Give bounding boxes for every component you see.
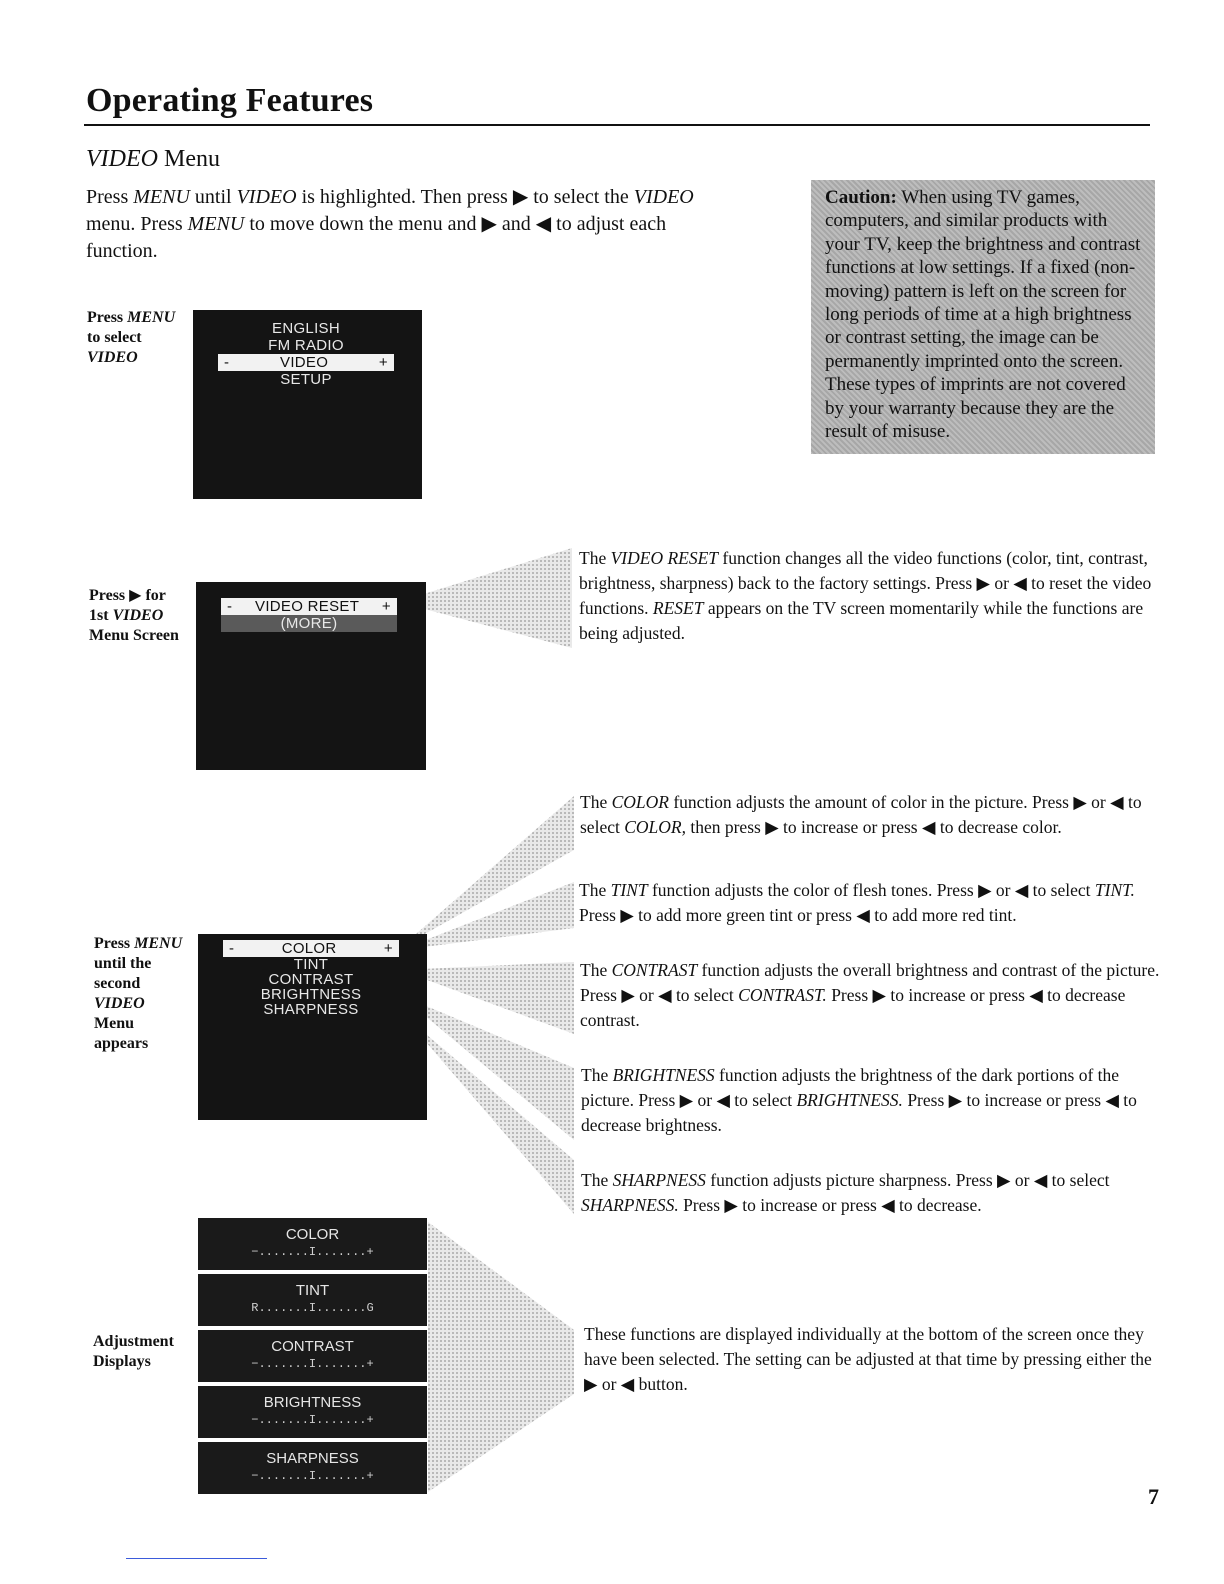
contrast-description: The CONTRAST function adjusts the overall brightness and contrast of the picture. Press ▶ or ◀ to select CONTRAST. Press ▶ to increase or press ◀ to decrease contrast. [580,960,1160,1030]
page-number: 7 [1148,1484,1159,1509]
menu-item-video-label: VIDEO [280,354,329,371]
menu-item-tint[interactable]: TINT [293,956,329,973]
sharpness-description: The SHARPNESS function adjusts picture sharpness. Press ▶ or ◀ to select SHARPNESS. Press ▶ to increase or press ◀ to decrease. [581,1170,1110,1215]
plus-indicator: + [383,940,393,957]
adjustment-title: SHARPNESS [266,1450,359,1467]
menu-item-color-selected[interactable] [223,940,399,957]
section-heading-italic: VIDEO [86,146,158,172]
bottom-rule [126,1558,267,1559]
adjustment-scale: −.......I.......+ [251,1413,374,1427]
tv-screen-video-menu-1 [196,582,426,770]
adjustment-title: TINT [295,1282,330,1299]
adjustment-title: BRIGHTNESS [263,1394,362,1411]
menu-item-english[interactable]: ENGLISH [272,320,340,337]
adjustment-title: COLOR [285,1226,340,1243]
adjustment-bar-color [198,1218,427,1270]
step1-caption: Press MENU to select VIDEO [87,309,176,366]
pointer-adjustment [428,1222,574,1492]
adjustment-scale: R.......I.......G [251,1301,374,1315]
tint-description: The TINT function adjusts the color of flesh tones. Press ▶ or ◀ to select TINT. Press ▶ to add more green tint or press ◀ to add more red tint. [579,880,1135,925]
adjustment-bar-contrast [198,1330,427,1382]
menu-item-video-reset-label: VIDEO RESET [255,598,360,615]
menu-item-brightness[interactable]: BRIGHTNESS [260,986,362,1003]
brightness-description: The BRIGHTNESS function adjusts the brightness of the dark portions of the picture. Press ▶ or ◀ to select BRIGHTNESS. Press ▶ to increase or press ◀ to decrease brightness. [581,1065,1137,1135]
tv-screen-video-menu-2 [198,934,427,1120]
section-heading-rest: Menu [157,146,220,172]
menu-item-setup[interactable]: SETUP [280,371,332,388]
adjustment-scale: −.......I.......+ [251,1469,374,1483]
page-title: Operating Features [86,82,374,119]
plus-indicator: + [378,354,388,371]
menu-item-contrast[interactable]: CONTRAST [268,971,354,988]
menu-item-more[interactable]: (MORE) [221,615,397,632]
menu-item-video-reset-selected[interactable] [221,598,397,615]
minus-indicator: - [224,354,230,371]
menu-item-sharpness[interactable]: SHARPNESS [263,1001,359,1018]
caution-label: Caution: [825,187,897,208]
intro-paragraph: Press MENU until VIDEO is highlighted. Then press ▶ to select the VIDEO menu. Press MENU to move down the menu and ▶ and ◀ to adjust each function. [86,186,694,262]
adjustment-scale: −.......I.......+ [251,1357,374,1371]
menu-item-color-label: COLOR [281,940,337,957]
step3-caption: Press MENU until the second VIDEO Menu appears [94,935,183,1052]
tv-screen-main-menu [193,310,422,499]
menu-item-video-selected[interactable] [218,354,394,371]
video-reset-description: The VIDEO RESET function changes all the video functions (color, tint, contrast, brightness, sharpness) back to the factory settings. Press ▶ or ◀ to reset the video functions. RESET appears on the TV screen momentarily while the functions are being adjusted. [579,548,1152,643]
caution-text: When using TV games, computers, and similar products with your TV, keep the brightness and contrast functions at low settings. If a fixed (non-moving) pattern is left on the screen for long periods of time at a high brightness or contrast setting, the image can be permanently imprinted onto the screen. These types of imprints are not covered by your warranty because they are the result of misuse. [825,187,1141,443]
minus-indicator: - [229,940,235,957]
step2-caption: Press ▶ for 1st VIDEO Menu Screen [89,587,179,644]
adjustment-bar-sharpness [198,1442,427,1494]
adjustment-description: These functions are displayed individually at the bottom of the screen once they have been selected. The setting can be adjusted at that time by pressing either the ▶ or ◀ button. [584,1324,1152,1394]
minus-indicator: - [227,598,233,615]
caution-box [811,180,1155,454]
color-description: The COLOR function adjusts the amount of color in the picture. Press ▶ or ◀ to select COLOR, then press ▶ to increase or press ◀ to decrease color. [580,792,1142,837]
adjustment-bar-brightness [198,1386,427,1438]
plus-indicator: + [381,598,391,615]
adjustment-title: CONTRAST [271,1338,354,1355]
step4-caption: Adjustment Displays [93,1333,174,1370]
menu-item-fm-radio[interactable]: FM RADIO [268,337,344,354]
adjustment-scale: −.......I.......+ [251,1245,374,1259]
adjustment-bar-tint [198,1274,427,1326]
